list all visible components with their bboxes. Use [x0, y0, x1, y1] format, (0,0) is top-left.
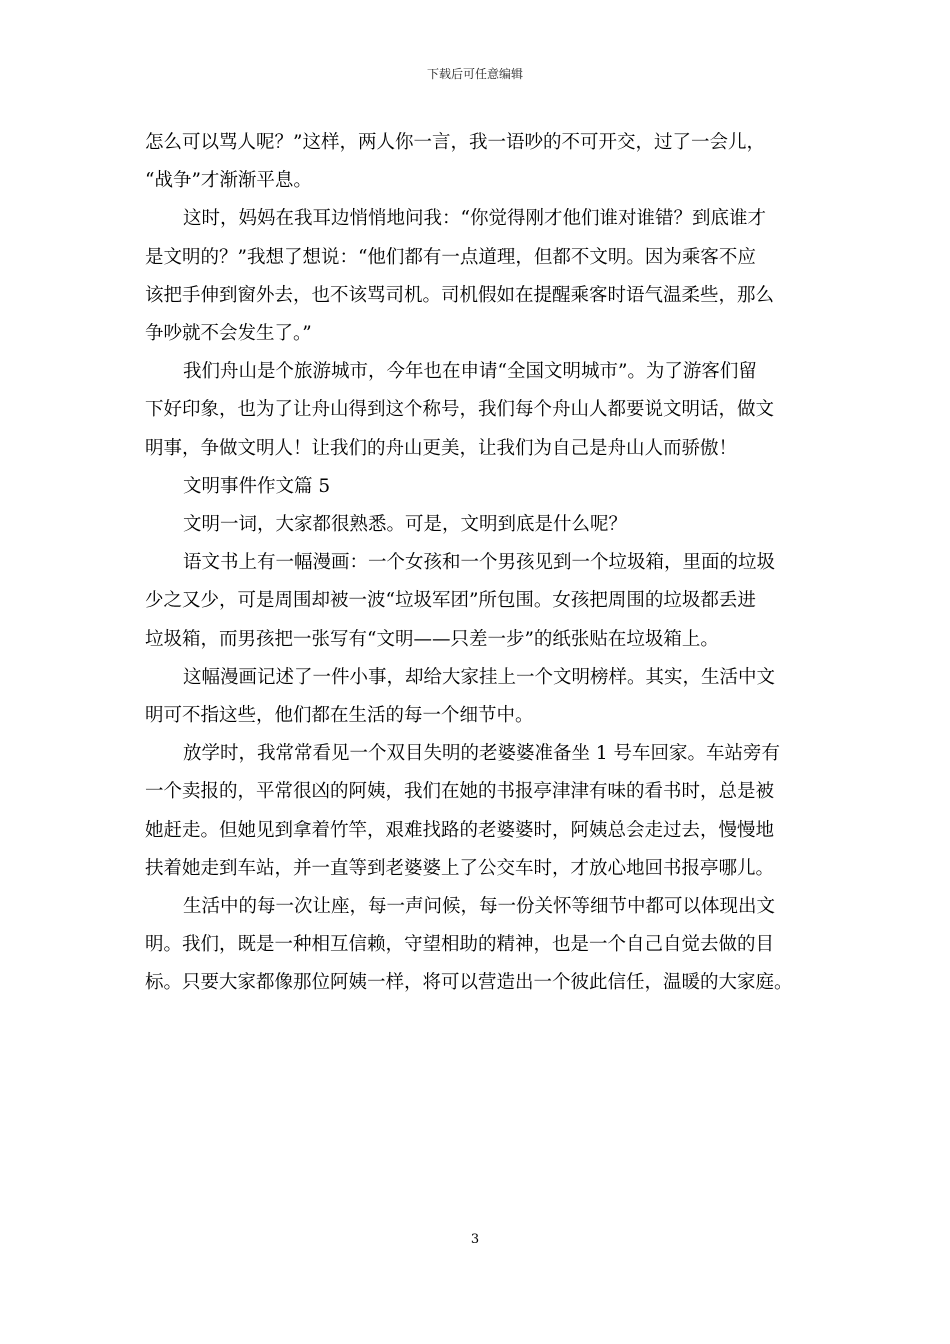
text-line: “战争”才渐渐平息。 [145, 170, 312, 192]
text-line: 明可不指这些，他们都在生活的每一个细节中。 [145, 705, 534, 727]
text-line: 一个卖报的，平常很凶的阿姨，我们在她的书报亭津津有味的看书时，总是被 [145, 781, 775, 803]
text-line: 她赶走。但她见到拿着竹竿，艰难找路的老婆婆时，阿姨总会走过去，慢慢地 [145, 819, 775, 841]
text-line: 争吵就不会发生了。” [145, 323, 312, 345]
page-header: 下载后可任意编辑 [426, 67, 523, 81]
page-number: 3 [470, 1232, 480, 1247]
text-line: 生活中的每一次让座，每一声问候，每一份关怀等细节中都可以体现出文 [183, 896, 776, 918]
text-line: 明。我们，既是一种相互信赖，守望相助的精神，也是一个自己自觉去做的目 [145, 934, 775, 956]
text-line: 少之又少，可是周围却被一波“垃圾军团”所包围。女孩把周围的垃圾都丢进 [145, 590, 756, 612]
text-line: 下好印象，也为了让舟山得到这个称号，我们每个舟山人都要说文明话，做文 [145, 399, 775, 421]
text-line: 标。只要大家都像那位阿姨一样，将可以营造出一个彼此信任，温暖的大家庭。 [145, 972, 793, 994]
text-line: 我们舟山是个旅游城市，今年也在申请“全国文明城市”。为了游客们留 [183, 361, 757, 383]
text-line: 怎么可以骂人呢？”这样，两人你一言，我一语吵的不可开交，过了一会儿， [145, 132, 765, 153]
text-line: 放学时，我常常看见一个双目失明的老婆婆准备坐 1 号车回家。车站旁有 [183, 743, 781, 765]
text-line: 文明一词，大家都很熟悉。可是，文明到底是什么呢？ [183, 514, 628, 536]
text-line: 明事，争做文明人！让我们的舟山更美，让我们为自己是舟山人而骄傲！ [145, 437, 738, 459]
document-body [145, 124, 815, 1003]
text-line: 这幅漫画记述了一件小事，却给大家挂上一个文明榜样。其实，生活中文 [183, 666, 776, 688]
text-line: 这时，妈妈在我耳边悄悄地问我：“你觉得刚才他们谁对谁错？到底谁才 [183, 208, 766, 230]
text-line: 垃圾箱，而男孩把一张写有“文明——只差一步”的纸张贴在垃圾箱上。 [145, 628, 719, 650]
text-line: 是文明的？”我想了想说：“他们都有一点道理，但都不文明。因为乘客不应 [145, 246, 756, 268]
text-line: 该把手伸到窗外去，也不该骂司机。司机假如在提醒乘客时语气温柔些，那么 [145, 284, 775, 306]
text-line: 语文书上有一幅漫画：一个女孩和一个男孩见到一个垃圾箱，里面的垃圾 [183, 552, 776, 574]
section-heading: 文明事件作文篇 5 [183, 475, 331, 497]
text-line: 扶着她走到车站，并一直等到老婆婆上了公交车时，才放心地回书报亭哪儿。 [145, 857, 775, 879]
